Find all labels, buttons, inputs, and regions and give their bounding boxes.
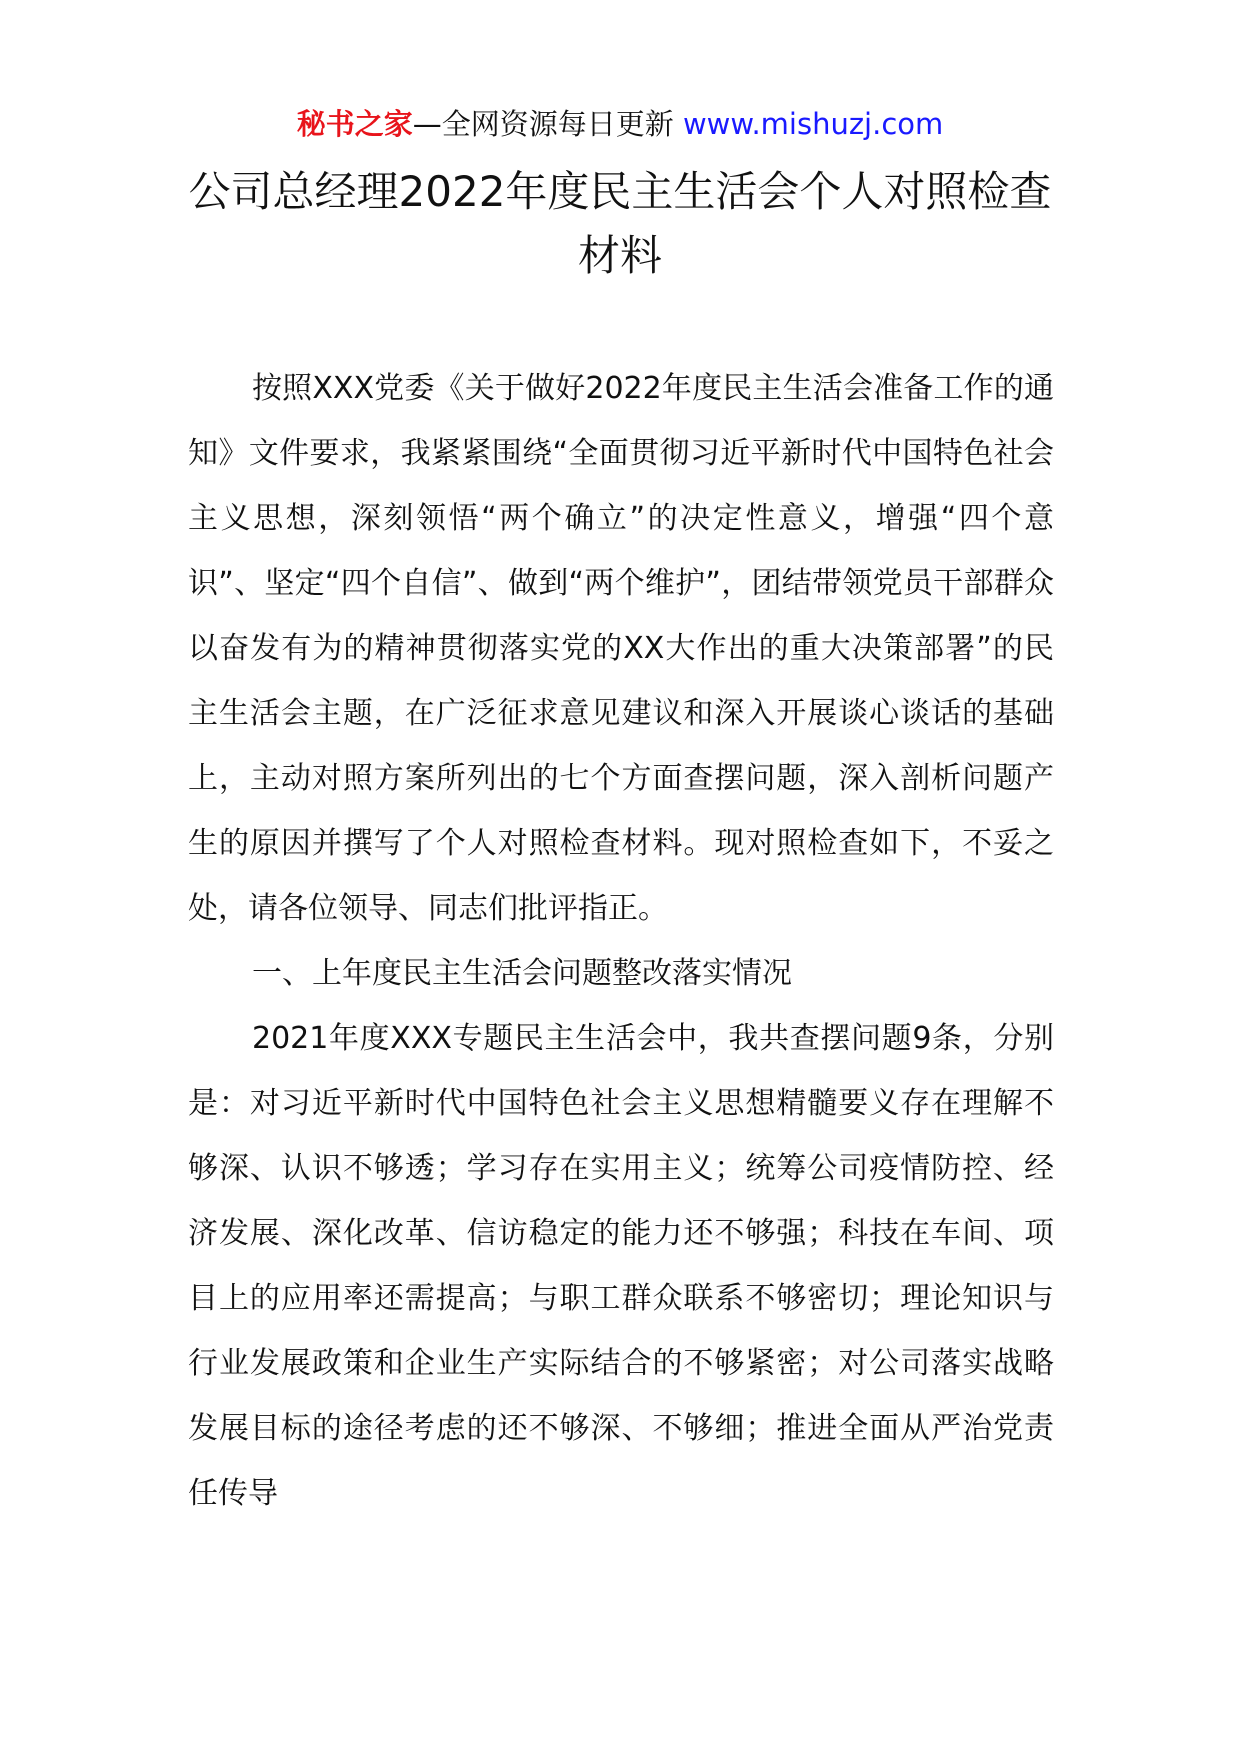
watermark-url[interactable]: www.mishuzj.com bbox=[682, 107, 944, 141]
watermark-slogan: —全网资源每日更新 bbox=[412, 107, 683, 141]
intro-paragraph: 按照XXX党委《关于做好2022年度民主生活会准备工作的通知》文件要求，我紧紧围绕“全面贯彻习近平新时代中国特色社会主义思想，深刻领悟“两个确立”的决定性意义，增强“四个意识”、坚定“四个自信”、做到“两个维护”，团结带领党员干部群众以奋发有为的精神贯彻落实党的XX大作出的重大决策部署”的民主生活会主题，在广泛征求意见建议和深入开展谈心谈话的基础上，主动对照方案所列出的七个方面查摆问题，深入剖析问题产生的原因并撰写了个人对照检查材料。现对照检查如下，不妥之处，请各位领导、同志们批评指正。 bbox=[188, 371, 1054, 926]
document-body bbox=[188, 356, 1054, 1526]
section-heading: 一、上年度民主生活会问题整改落实情况 bbox=[252, 956, 792, 991]
document-title: 公司总经理2022年度民主生活会个人对照检查材料 bbox=[188, 167, 1052, 280]
watermark-brand: 秘书之家 bbox=[296, 107, 413, 141]
section-paragraph: 2021年度XXX专题民主生活会中，我共查摆问题9条，分别是：对习近平新时代中国特色社会主义思想精髓要义存在理解不够深、认识不够透；学习存在实用主义；统筹公司疫情防控、经济发展、深化改革、信访稳定的能力还不够强；科技在车间、项目上的应用率还需提高；与职工群众联系不够密切；理论知识与行业发展政策和企业生产实际结合的不够紧密；对公司落实战略发展目标的途径考虑的还不够深、不够细；推进全面从严治党责任传导 bbox=[188, 1021, 1054, 1511]
watermark-header bbox=[0, 104, 1240, 144]
